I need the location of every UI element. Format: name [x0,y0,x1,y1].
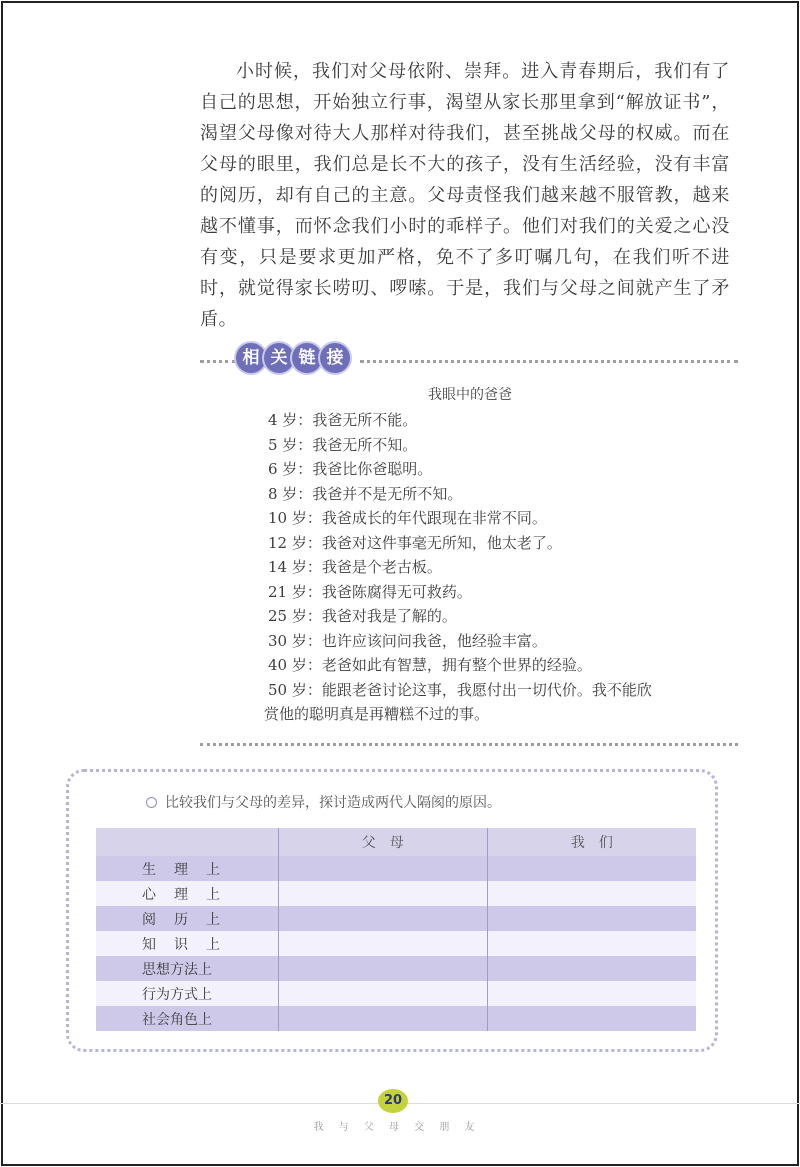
poem-line: 25 岁：我爸对我是了解的。 [268,607,457,625]
row-label: 知 识 上 [96,931,278,956]
parents-cell[interactable] [278,906,487,931]
poem-line: 30 岁：也许应该问问我爸，他经验丰富。 [268,631,547,650]
parents-cell[interactable] [278,981,487,1006]
related-link-title [236,343,348,375]
poem-line: 21 岁：我爸陈腐得无可救药。 [268,582,472,601]
row-label: 心 理 上 [96,881,278,906]
poem-line: 14 岁：我爸是个老古板。 [268,558,442,576]
us-cell[interactable] [487,1006,696,1031]
parents-cell[interactable] [278,881,487,906]
page-number: 20 [378,1089,408,1113]
row-label: 思想方法上 [96,956,278,981]
poem-line: 4 岁：我爸无所不能。 [268,411,418,429]
poem-line: 6 岁：我爸比你爸聪明。 [268,460,433,478]
poem-lines [264,408,738,727]
table-row [96,931,696,956]
intro-text: 小时候，我们对父母依附、崇拜。进入青春期后，我们有了自己的思想，开始独立行事，渴望从家长那里拿到“解放证书”，渴望父母像对待大人那样对待我们，甚至挑战父母的权威。而在父母的眼里，我们总是长不大的孩子，没有生活经验，没有丰富的阅历，却有自己的主意。父母责怪我们越来越不服管教，越来越不懂事，而怀念我们小时的乖样子。他们对我们的关爱之心没有变，只是要求更加严格，免不了多叮嘱几句，在我们听不进时，就觉得家长唠叨、啰嗦。于是，我们与父母之间就产生了矛盾。 [200,61,730,330]
table-row [96,1006,696,1031]
table-row [96,956,696,981]
poem-line: 50 岁：能跟老爸讨论这事，我愿付出一切代价。我不能欣 [268,680,652,699]
intro-paragraph [200,56,730,335]
parents-cell[interactable] [278,856,487,881]
us-cell[interactable] [487,956,696,981]
activity-question [146,792,501,812]
title-char: 关 [264,343,294,373]
row-label: 生 理 上 [96,856,278,881]
table-row [96,881,696,906]
divider-bottom [200,743,738,746]
us-cell[interactable] [487,906,696,931]
header-blank [96,828,278,856]
divider-left [200,360,236,363]
us-cell[interactable] [487,881,696,906]
poem-line: 8 岁：我爸并不是无所不知。 [268,484,463,503]
us-cell[interactable] [487,931,696,956]
table-row [96,906,696,931]
comparison-table [96,828,696,1031]
title-char: 链 [292,343,322,373]
us-cell[interactable] [487,981,696,1006]
header-us: 我 们 [487,828,696,856]
parents-cell[interactable] [278,956,487,981]
poem-line: 赏他的聪明真是再糟糕不过的事。 [264,705,490,723]
poem-title: 我眼中的爸爸 [428,387,512,403]
table-row [96,981,696,1006]
question-text: 比较我们与父母的差异，探讨造成两代人隔阂的原因。 [165,795,501,811]
us-cell[interactable] [487,856,696,881]
poem-line: 5 岁：我爸无所不知。 [268,435,418,454]
row-label: 阅 历 上 [96,906,278,931]
title-char: 接 [320,343,350,373]
footer-book-title: 我 与 父 母 交 朋 友 [313,1122,481,1133]
poem-line: 40 岁：老爸如此有智慧，拥有整个世界的经验。 [268,656,592,674]
row-label: 行为方式上 [96,981,278,1006]
divider-right [360,360,738,363]
parents-cell[interactable] [278,931,487,956]
title-char: 相 [236,343,266,373]
circle-bullet-icon [146,797,157,808]
header-parents: 父 母 [278,828,487,856]
poem-line: 12 岁：我爸对这件事毫无所知，他太老了。 [268,533,562,552]
table-row [96,856,696,881]
parents-cell[interactable] [278,1006,487,1031]
poem-line: 10 岁：我爸成长的年代跟现在非常不同。 [268,509,547,527]
row-label: 社会角色上 [96,1006,278,1031]
